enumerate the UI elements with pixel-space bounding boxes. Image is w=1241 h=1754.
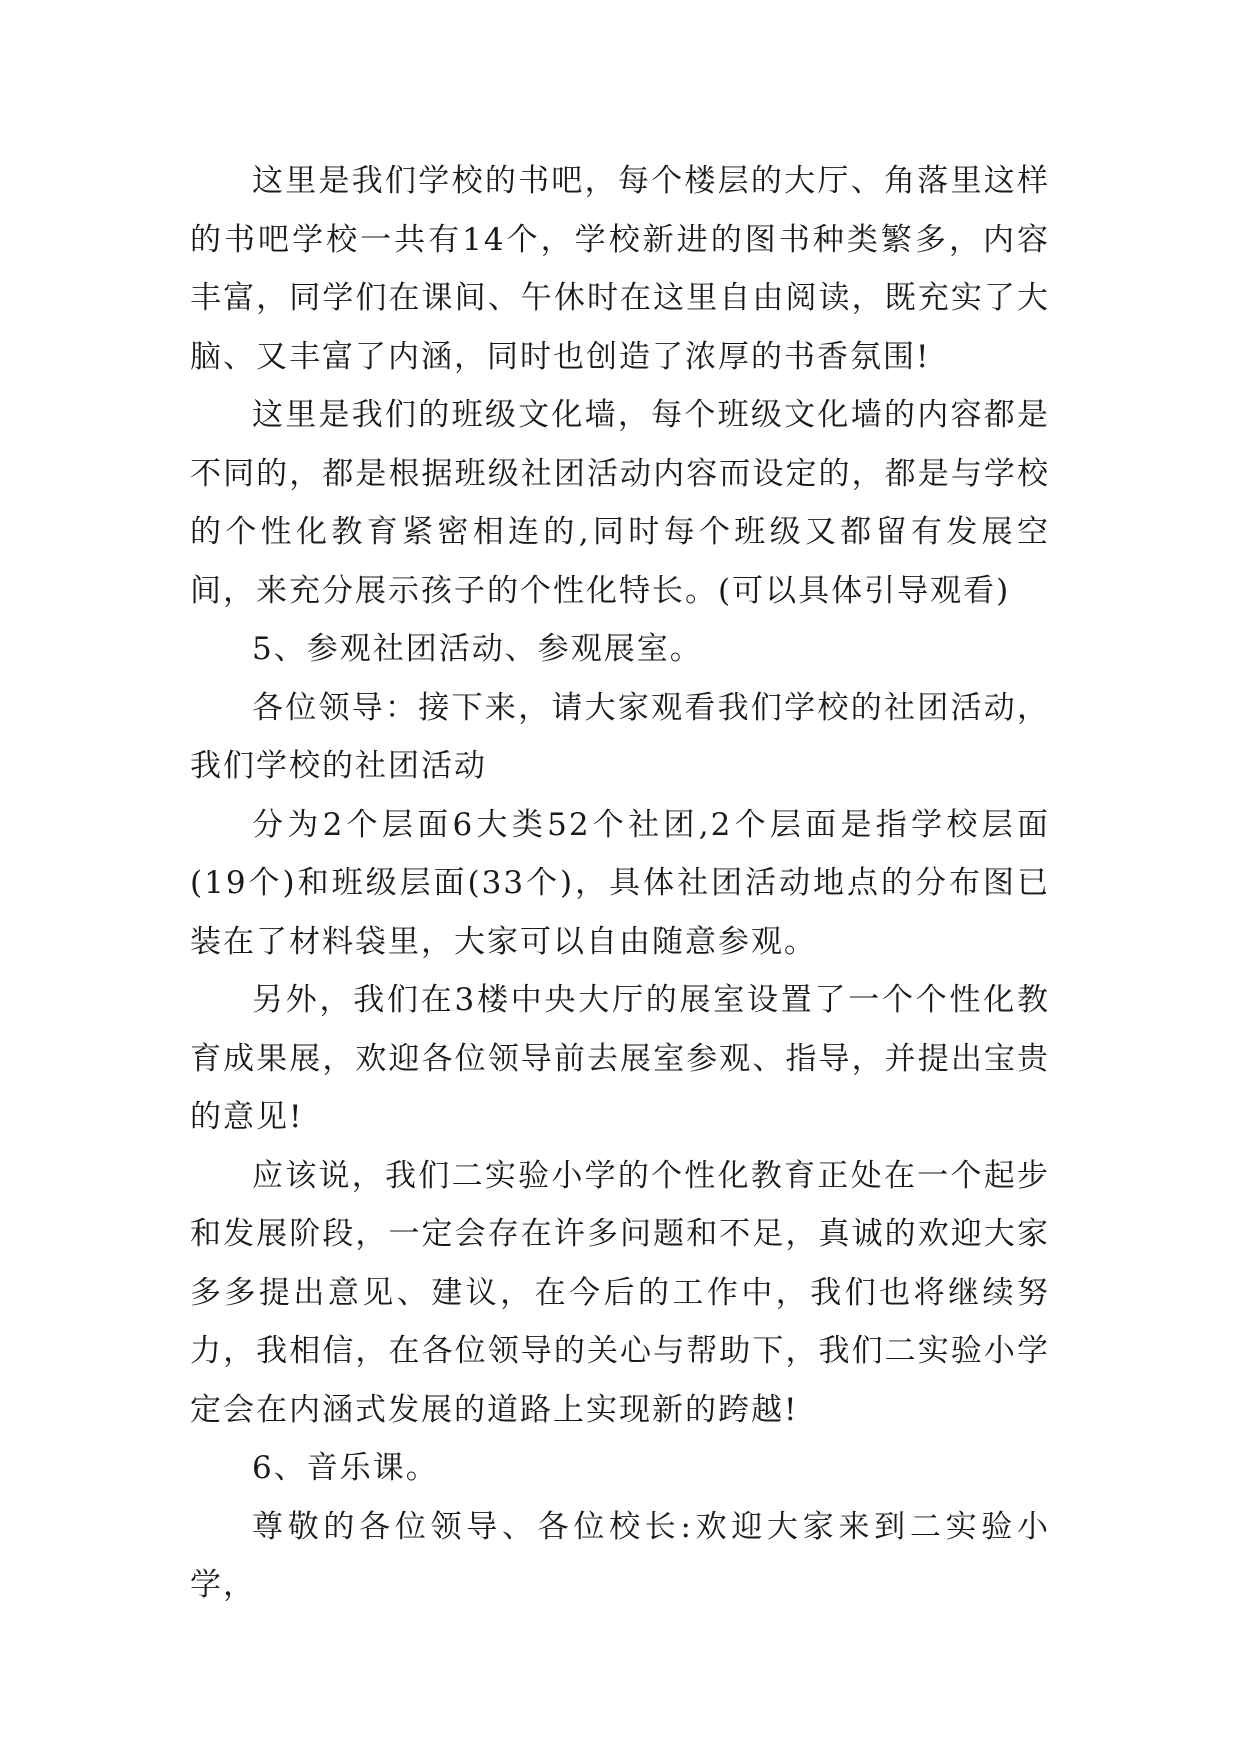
paragraph-welcome: 尊敬的各位领导、各位校长:欢迎大家来到二实验小学， [190, 1508, 1050, 1603]
document-body [190, 152, 1050, 1615]
paragraph-club-layers: 分为2个层面6大类52个社团,2个层面是指学校层面(19个)和班级层面(33个)，具体社团活动地点的分布图已装在了材料袋里，大家可以自由随意参观。 [190, 806, 1050, 960]
paragraph-culture-wall: 这里是我们的班级文化墙，每个班级文化墙的内容都是不同的，都是根据班级社团活动内容而设定的，都是与学校的个性化教育紧密相连的,同时每个班级又都留有发展空间，来充分展示孩子的个性化特长。(可以具体引导观看) [190, 397, 1050, 609]
paragraph-closing-remarks: 应该说，我们二实验小学的个性化教育正处在一个起步和发展阶段，一定会存在许多问题和不足，真诚的欢迎大家多多提出意见、建议，在今后的工作中，我们也将继续努力，我相信，在各位领导的关心与帮助下，我们二实验小学定会在内涵式发展的道路上实现新的跨越! [190, 1157, 1050, 1428]
paragraph-exhibition: 另外，我们在3楼中央大厅的展室设置了一个个性化教育成果展，欢迎各位领导前去展室参观、指导，并提出宝贵的意见! [190, 982, 1050, 1135]
paragraph-club-intro: 各位领导：接下来，请大家观看我们学校的社团活动，我们学校的社团活动 [190, 689, 1050, 784]
section-heading-music-class: 6、音乐课。 [252, 1450, 439, 1486]
paragraph-book-bar: 这里是我们学校的书吧，每个楼层的大厅、角落里这样的书吧学校一共有14个，学校新进的图书种类繁多，内容丰富，同学们在课间、午休时在这里自由阅读，既充实了大脑、又丰富了内涵，同时也创造了浓厚的书香氛围! [190, 163, 1050, 375]
section-heading-club-visit: 5、参观社团活动、参观展室。 [252, 631, 703, 667]
